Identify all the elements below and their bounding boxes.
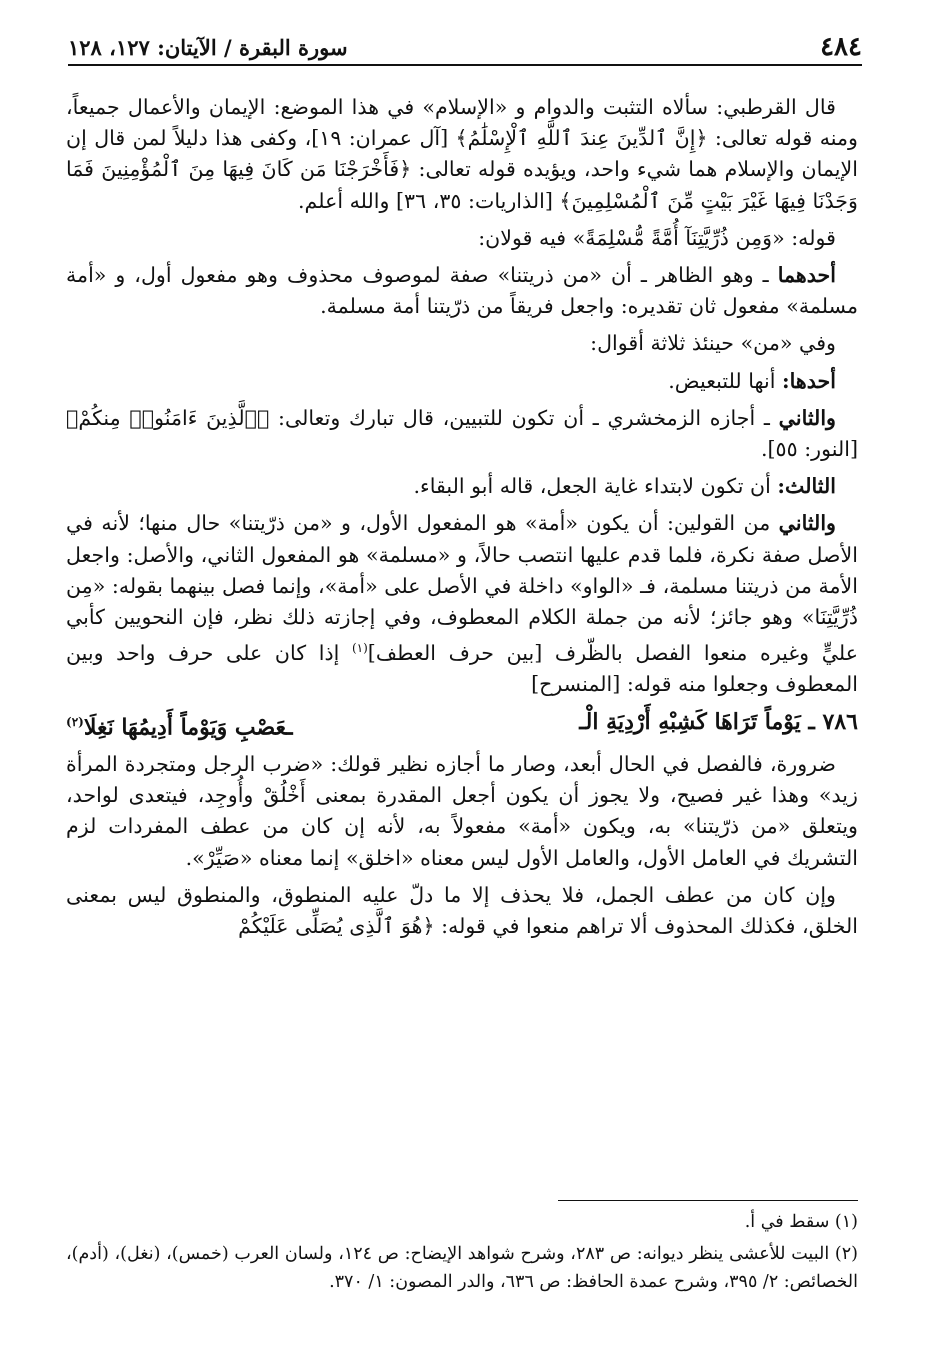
paragraph-darura: ضرورة، فالفصل في الحال أبعد، وصار ما أجازه نظير قولك: «ضرب الرجل ومتجردة المرأة زيد» وهذا غير فصيح، ولا يجوز أن يكون أجعل المقدرة بمعنى أَخْلُقْ وأُوجِد، فيتعدى لواحد، ويتعلق «من ذرّيتنا» به، ويكون «أمة» مفعولاً به، لأنه إن كان من عطف المفردات لزم التشريك في العامل الأول، والعامل الأول ليس معناه «اخلق» إنما معناه «صَيِّرْ». [66, 752, 858, 870]
footnote-2: (٢) البيت للأعشى ينظر ديوانه: ص ٢٨٣، وشرح شواهد الإيضاح: ص ١٢٤، ولسان العرب (خمس)، (نغل)، (أدم)، الخصائص: ٢/ ٣٩٥، وشرح عمدة الحافظ: ص ٦٣٦، والدر المصون: ١/ ٣٧٠. [66, 1244, 858, 1292]
paragraph-text: أن تكون لابتداء غاية الجعل، قاله أبو البقاء. [413, 474, 778, 499]
lead-word: أحدهما [777, 263, 836, 288]
lead-word: الثالث: [777, 474, 836, 499]
footnote-ref: (٢) [66, 714, 84, 729]
paragraph-text: ـ وهو الظاهر ـ أن «من ذريتنا» صفة لموصوف محذوف وهو مفعول أول، و «أمة مسلمة» مفعول ثان تقديره: واجعل فريقاً من ذرّيتنا أمة مسلمة. [66, 263, 858, 319]
paragraph-first-opinion [66, 260, 858, 322]
paragraph-text: ـ أجازه الزمخشري ـ أن تكون للتبيين، قال تبارك وتعالى: ﴿ٱلَّذِينَ ءَامَنُوا۟ مِنكُمْ﴾ [النور: ٥٥]. [66, 405, 858, 462]
main-text [66, 92, 858, 948]
lead-word: والثاني [778, 405, 836, 430]
footnotes [66, 1208, 858, 1300]
running-title: سورة البقرة / الآيتان: ١٢٧، ١٢٨ [68, 35, 348, 60]
lead-word: والثاني [778, 511, 836, 536]
verse-first-hemistich: ٧٨٦ ـ يَوْماً تَرَاهَا كَشِبْهِ أَرْدِيَةِ الْـ [579, 708, 858, 735]
lead-word: أحدها: [782, 368, 836, 393]
paragraph-qurtubi: قال القرطبي: سألاه التثبت والدوام و «الإسلام» في هذا الموضع: الإيمان والأعمال جميعاً، ومنه قوله تعالى: ﴿إِنَّ ٱلدِّينَ عِندَ ٱللَّهِ ٱلْإِسْلَٰمُ﴾ [آل عمران: ١٩]، وكفى هذا دليلاً لمن قال إن الإيمان والإسلام هما شيء واحد، ويؤيده قوله تعالى: ﴿فَأَخْرَجْنَا مَن كَانَ فِيهَا مِنَ ٱلْمُؤْمِنِينَ فَمَا وَجَدْنَا فِيهَا غَيْرَ بَيْتٍ مِّنَ ٱلْمُسْلِمِينَ﴾ [الذاريات: ٣٥، ٣٦] والله أعلم. [66, 95, 858, 213]
poetry-verse [66, 707, 858, 744]
paragraph-second-opinion [66, 508, 858, 700]
page-number: ٤٨٤ [820, 32, 862, 62]
paragraph-qawlan: قوله: «وَمِن ذُرِّيَّتِنَآ أُمَّةً مُّسْلِمَةً» فيه قولان: [478, 225, 836, 250]
header-rule [68, 64, 862, 66]
paragraph-view-three [66, 471, 858, 502]
verse-second-hemistich: ـعَصْبِ وَيَوْماً أَدِيمُهَا نَغِلَا$^{(٢)}$ [66, 713, 293, 740]
paragraph-atf-jumal: وإن كان من عطف الجمل، فلا يحذف إلا ما دلّ عليه المنطوق، والمنطوق ليس بمعنى الخلق، فكذلك المحذوف ألا تراهم منعوا في قوله: ﴿هُوَ ٱلَّذِى يُصَلِّى عَلَيْكُمْ [66, 882, 858, 939]
paragraph-text: أنها للتبعيض. [668, 368, 782, 393]
footnote-1: (١) سقط في أ. [744, 1212, 858, 1232]
paragraph-three-views: وفي «من» حينئذ ثلاثة أقوال: [590, 331, 836, 356]
paragraph-text-tail: إذا كان على حرف واحد وبين المعطوف وجعلوا منه قوله: [المنسرح] [66, 641, 858, 697]
footnote-ref: (١) [351, 641, 368, 656]
footnote-separator [558, 1200, 858, 1201]
page-header [68, 30, 862, 70]
paragraph-view-one [66, 366, 858, 397]
paragraph-text: من القولين: أن يكون «أمة» هو المفعول الأول، و «من ذرّيتنا» حال منها؛ لأنه في الأصل صفة نكرة، فلما قدم عليها انتصب حالاً، و «مسلمة» هو المفعول الثاني، والأصل: واجعل الأمة من ذريتنا مسلمة، فـ «الواو» داخلة في الأصل على «أمة»، وإنما فصل بينهما بقوله: «مِن ذُرِّيَّتِنَا» وهو جائز؛ لأنه من جملة الكلام المعطوف، وفي إجازته ذلك نظر، فإن النحويين كأبي عليٍّ وغيره منعوا الفصل بالظّرف [بين حرف العطف] [66, 511, 858, 666]
paragraph-view-two [66, 403, 858, 465]
